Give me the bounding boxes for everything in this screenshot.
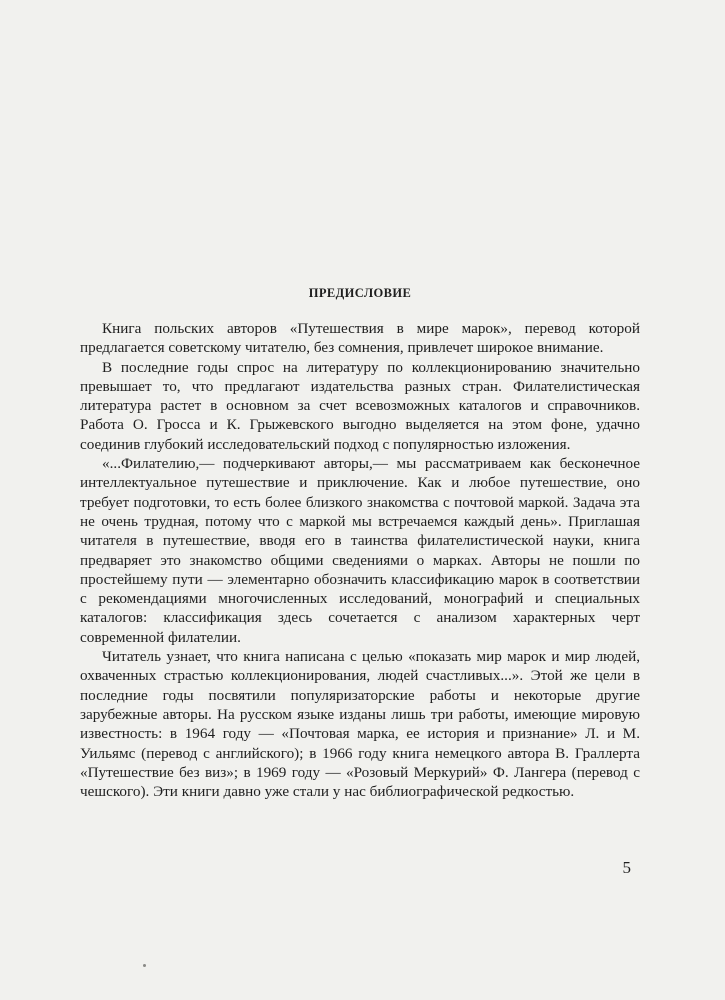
page-title: ПРЕДИСЛОВИЕ (308, 286, 412, 300)
page-content (80, 286, 640, 801)
paragraph-2: В последние годы спрос на литературу по коллекционированию значительно превышает то, что предлагают издательства разных стран. Филателистическая литература растет в основном за счет всевозможных каталогов и справочников. Работа О. Гросса и К. Грыжевского выгодно выделяется на этом фоне, удачно соединив глубокий исследовательский подход с популярностью изложения. (80, 358, 640, 453)
paragraph-1: Книга польских авторов «Путешествия в мире марок», перевод которой предлагается советскому читателю, без сомнения, привлечет широкое внимание. (80, 320, 640, 357)
page-number: 5 (622, 858, 631, 877)
paragraph-4: Читатель узнает, что книга написана с целью «показать мир марок и мир людей, охваченных страстью коллекционирования, людей счастливых...». Этой же цели в последние годы посвятили популяризаторские работы и некоторые другие зарубежные авторы. На русском языке изданы лишь три работы, имеющие мировую известность: в 1964 году — «Почтовая марка, ее история и признание» Л. и М. Уильямс (перевод с английского); в 1966 году книга немецкого автора В. Граллерта «Путешествие без виз»; в 1969 году — «Розовый Меркурий» Ф. Лангера (перевод с чешского). Эти книги давно уже стали у нас библиографической редкостью. (80, 648, 640, 801)
paragraph-3: «...Филателию,— подчеркивают авторы,— мы рассматриваем как бесконечное интеллектуальное путешествие и приключение. Как и любое путешествие, оно требует подготовки, то есть более близкого знакомства с почтовой маркой. Задача эта не очень трудная, потому что с маркой мы встречаемся каждый день». Приглашая читателя в путешествие, вводя его в таинства филателистической науки, книга предваряет это знакомство общими сведениями о марках. Авторы не пошли по простейшему пути — элементарно обозначить классификацию марок в соответствии с рекомендациями многочисленных исследований, монографий и специальных каталогов: классификация здесь сочетается с анализом характерных черт современной филателии. (80, 455, 640, 646)
paper-speck (143, 964, 146, 967)
